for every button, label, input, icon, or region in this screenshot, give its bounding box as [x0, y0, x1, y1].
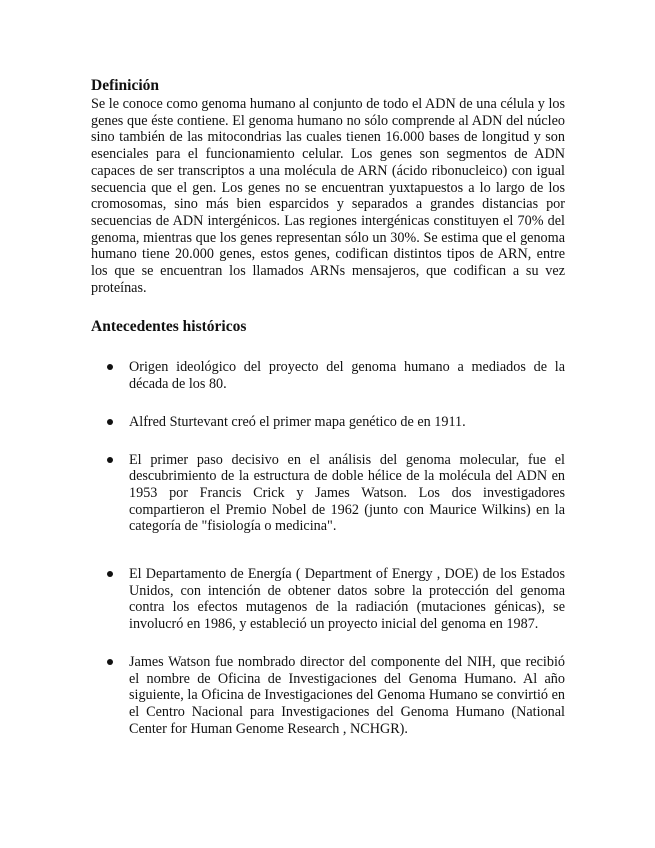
- list-item: [91, 654, 565, 738]
- list-item: [91, 452, 565, 536]
- list-item: [91, 414, 565, 431]
- list-item-text: El primer paso decisivo en el análisis del genoma molecular, fue el descubrimiento de la estructura de doble hélice de la molécula del ADN en 1953 por Francis Crick y James Watson. Los dos investigadores compartieron el Premio Nobel de 1962 (junto con Maurice Wilkins) en la categoría de "fisiología o medicina".: [129, 451, 565, 535]
- list-item-text: James Watson fue nombrado director del componente del NIH, que recibió el nombre de Oficina de Investigaciones del Genoma Humano. Al año siguiente, la Oficina de Investigaciones del Genoma Humano se convirtió en el Centro Nacional para Investigaciones del Genoma Humano (National Center for Human Genome Research , NCHGR).: [129, 653, 565, 737]
- list-item: [91, 566, 565, 633]
- bullet-icon: [107, 364, 113, 370]
- list-item-text: Alfred Sturtevant creó el primer mapa genético de en 1911.: [129, 413, 466, 430]
- bullet-icon: [107, 659, 113, 665]
- list-item: [91, 359, 565, 392]
- bullet-icon: [107, 571, 113, 577]
- bullet-icon: [107, 419, 113, 425]
- definicion-paragraph: Se le conoce como genoma humano al conjunto de todo el ADN de una célula y los genes que éste contiene. El genoma humano no sólo comprende al ADN del núcleo sino también de las mitocondrias las cuales tienen 16.000 bases de longitud y son esenciales para el funcionamiento celular. Los genes son segmentos de ADN capaces de ser transcriptos a una molécula de ARN (ácido ribonucleico) con igual secuencia que el gen. Los genes no se encuentran yuxtapuestos a lo largo de los cromosomas, sino más bien esparcidos y separados a grandes distancias por secuencias de ADN intergénicos. Las regiones intergénicas constituyen el 70% del genoma, mientras que los genes representan sólo un 30%. Se estima que el genoma humano tiene 20.000 genes, estos genes, codifican distintos tipos de ARN, entre los que se encuentran los llamados ARNs mensajeros, que codifican a su vez proteínas.: [91, 96, 565, 296]
- antecedentes-list: [91, 359, 565, 737]
- document-page: [91, 77, 565, 758]
- bullet-icon: [107, 457, 113, 463]
- antecedentes-heading: Antecedentes históricos: [91, 318, 247, 336]
- list-item-text: El Departamento de Energía ( Department of Energy , DOE) de los Estados Unidos, con intención de obtener datos sobre la protección del genoma contra los efectos mutagenos de la radiación (mutaciones génicas), se involucró en 1986, y estableció un proyecto inicial del genoma en 1987.: [129, 566, 565, 633]
- definicion-heading: Definición: [91, 77, 160, 94]
- list-item-text: Origen ideológico del proyecto del genoma humano a mediados de la década de los 80.: [129, 359, 565, 393]
